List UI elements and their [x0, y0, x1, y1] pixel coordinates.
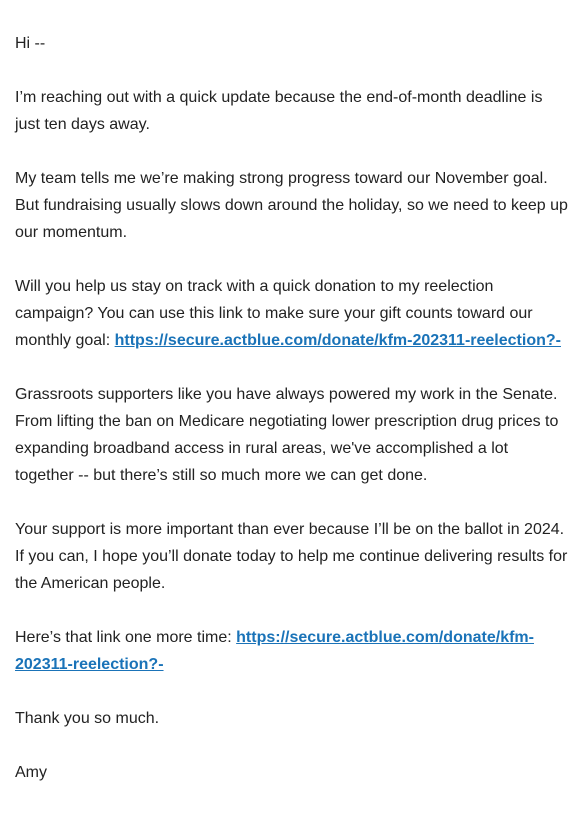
email-paragraph-deadline: I’m reaching out with a quick update because the end-of-month deadline is just ten days away. [15, 89, 543, 133]
donate-link[interactable]: https://secure.actblue.com/donate/kfm-202311-reelection?- [114, 332, 561, 349]
link-reminder-text: Here’s that link one more time: [15, 629, 237, 646]
donate-ask-text: Will you help us stay on track with a quick donation to my reelection campaign? You can use this link to make sure your gift counts toward our monthly goal: [15, 278, 533, 349]
donate-link-repeat[interactable]: https://secure.actblue.com/donate/kfm-202311-reelection?- [15, 629, 534, 673]
email-paragraph-link-reminder [15, 624, 571, 678]
email-paragraph-grassroots: Grassroots supporters like you have always powered my work in the Senate. From lifting the ban on Medicare negotiating lower prescription drug prices to expanding broadband access in rural areas, we've accomplished a lot together -- but there’s still so much more we can get done. [15, 386, 559, 484]
email-body [15, 30, 571, 813]
email-signature: Amy [15, 764, 47, 781]
email-paragraph-progress: My team tells me we’re making strong progress toward our November goal. But fundraising usually slows down around the holiday, so we need to keep up our momentum. [15, 170, 568, 241]
email-paragraph-donate-ask [15, 273, 571, 354]
email-greeting: Hi -- [15, 35, 46, 52]
email-paragraph-ballot: Your support is more important than ever because I’ll be on the ballot in 2024. If you can, I hope you’ll donate today to help me continue delivering results for the American people. [15, 521, 568, 592]
email-closing: Thank you so much. [15, 710, 160, 727]
